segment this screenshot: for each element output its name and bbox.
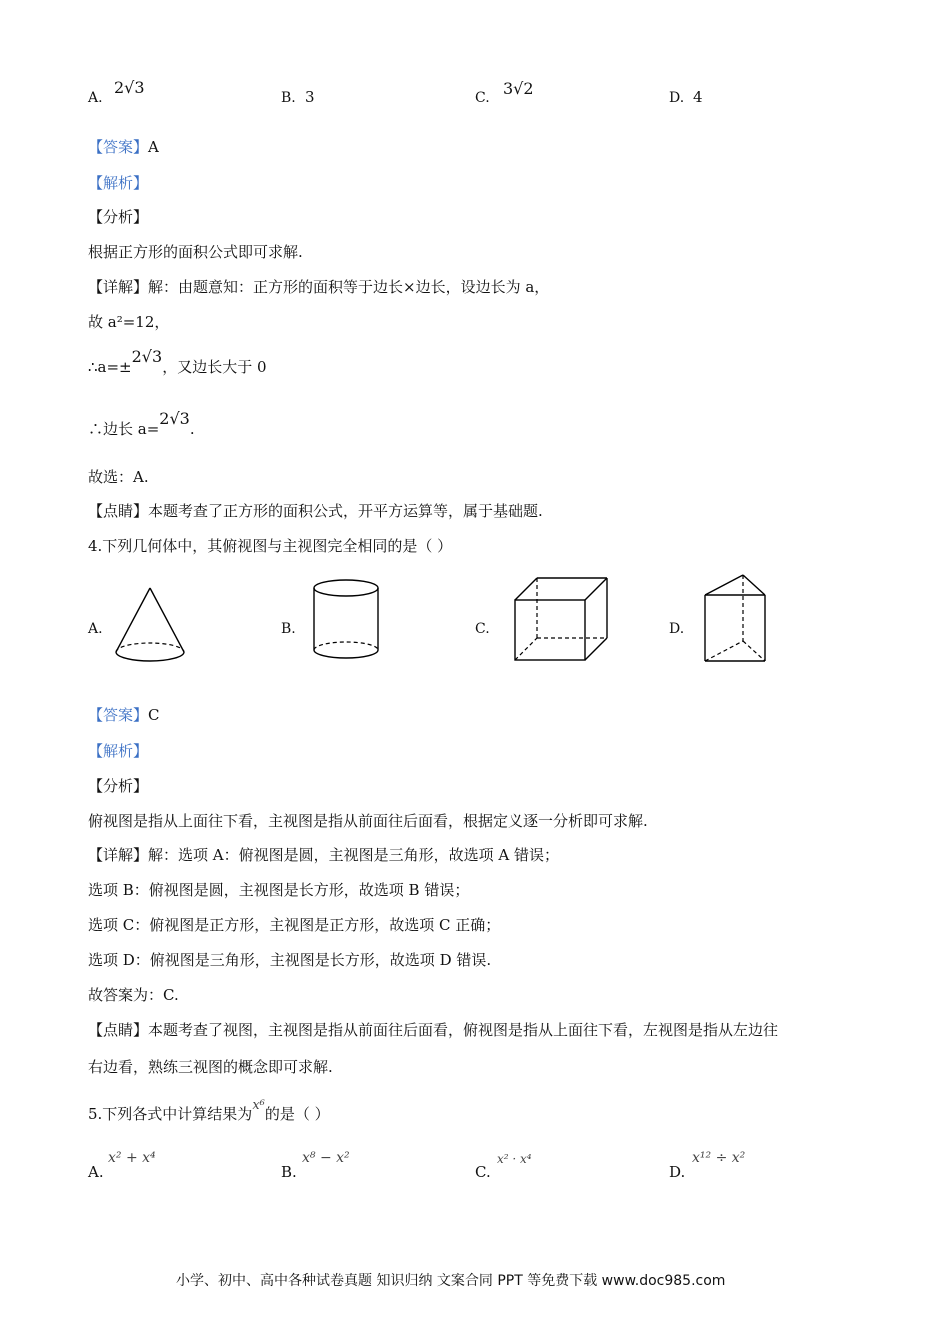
page-footer: 小学、初中、高中各种试卷真题 知识归纳 文案合同 PPT 等免费下载 www.doc985.com (176, 1273, 726, 1289)
q4-line-ans: 故答案为：C. (88, 986, 179, 1004)
q4-option-c-letter: C. (475, 621, 490, 637)
q4-line-d: 选项 D：俯视图是三角形，主视图是长方形，故选项 D 错误. (88, 951, 492, 969)
line3-math: 2√3 (159, 409, 190, 428)
q4-fenxi-tag: 【分析】 (88, 777, 149, 795)
q3-option-b (281, 88, 296, 106)
q3-option-c-value: 3√2 (503, 79, 534, 98)
q4-fenxi-text: 俯视图是指从上面往下看，主视图是指从前面往后面看，根据定义逐一分析即可求解. (88, 812, 648, 830)
q3-option-a (88, 88, 103, 106)
answer-tag: 【答案】 (88, 138, 149, 156)
q5-option-c (475, 1163, 491, 1181)
q3-fenxi-text: 根据正方形的面积公式即可求解. (88, 243, 303, 261)
q3-detail (88, 276, 549, 297)
q3-line2 (88, 347, 267, 377)
detail-label: 【详解】 (88, 846, 149, 864)
q5-option-d (669, 1163, 685, 1181)
q5-option-a (88, 1163, 104, 1181)
answer-tag: 【答案】 (88, 706, 149, 724)
answer-value: C (148, 706, 160, 724)
q3-option-a-value: 2√3 (114, 78, 145, 97)
q5-question (88, 1098, 330, 1124)
q4-option-a-letter: A. (88, 621, 103, 637)
comment-text: 本题考查了正方形的面积公式，开平方运算等，属于基础题. (148, 502, 543, 520)
question-math: x⁶ (252, 1098, 265, 1113)
cylinder-icon (312, 578, 380, 662)
q3-option-c (475, 88, 490, 106)
prism-icon (703, 573, 767, 663)
comment-text: 本题考查了视图，主视图是指从前面往后面看，俯视图是指从上面往下看，左视图是指从左边往 (148, 1021, 779, 1039)
option-letter: A. (88, 90, 103, 106)
question-prefix: 5.下列各式中计算结果为 (88, 1105, 253, 1123)
q4-answer (88, 704, 160, 725)
q5-option-d-expr: x¹² ÷ x² (692, 1150, 746, 1166)
q3-option-b-value: 3 (305, 88, 315, 106)
q4-comment (88, 1019, 778, 1040)
detail-label: 【详解】 (88, 278, 149, 296)
q4-analysis-tag: 【解析】 (88, 742, 149, 760)
q4-comment-cont: 右边看，熟练三视图的概念即可求解. (88, 1058, 333, 1076)
q3-option-d (669, 88, 684, 106)
line3-suffix: . (189, 420, 195, 438)
q3-analysis-tag: 【解析】 (88, 174, 149, 192)
cone-icon (114, 586, 186, 666)
q4-option-d-letter: D. (669, 621, 685, 637)
q3-fenxi-tag: 【分析】 (88, 208, 149, 226)
option-letter: D. (669, 90, 685, 106)
q3-option-d-value: 4 (693, 88, 703, 106)
q5-option-c-expr: x² · x⁴ (497, 1152, 532, 1166)
question-suffix: 的是（ ） (264, 1105, 330, 1123)
q4-line-c: 选项 C：俯视图是正方形，主视图是正方形，故选项 C 正确； (88, 916, 501, 934)
q4-option-b-letter: B. (281, 621, 296, 637)
option-letter: C. (475, 1163, 491, 1181)
q5-option-b-expr: x⁸ − x² (302, 1150, 350, 1166)
option-letter: D. (669, 1163, 686, 1181)
q3-line3 (88, 409, 195, 439)
q4-detail (88, 844, 559, 865)
line3-prefix: ∴边长 a= (88, 420, 160, 438)
q3-line1: 故 a²=12， (88, 313, 170, 331)
comment-label: 【点睛】 (88, 502, 149, 520)
q3-answer (88, 136, 159, 157)
line2-prefix: ∴a=± (88, 358, 132, 376)
option-letter: C. (475, 90, 490, 106)
q4-question: 4.下列几何体中，其俯视图与主视图完全相同的是（ ） (88, 537, 453, 555)
option-letter: B. (281, 1163, 297, 1181)
q5-option-a-expr: x² + x⁴ (108, 1150, 156, 1166)
detail-text: 解：选项 A：俯视图是圆，主视图是三角形，故选项 A 错误； (148, 846, 559, 864)
line2-suffix: ，又边长大于 0 (162, 358, 267, 376)
cube-icon (513, 576, 609, 662)
q4-line-b: 选项 B：俯视图是圆，主视图是长方形，故选项 B 错误； (88, 881, 470, 899)
q3-line4: 故选：A. (88, 468, 149, 486)
detail-text: 解：由题意知：正方形的面积等于边长×边长，设边长为 a， (148, 278, 550, 296)
answer-value: A (148, 138, 159, 156)
q5-option-b (281, 1163, 297, 1181)
option-letter: A. (88, 1163, 104, 1181)
line2-math: 2√3 (131, 347, 163, 366)
q3-comment (88, 500, 543, 521)
comment-label: 【点睛】 (88, 1021, 149, 1039)
option-letter: B. (281, 90, 296, 106)
